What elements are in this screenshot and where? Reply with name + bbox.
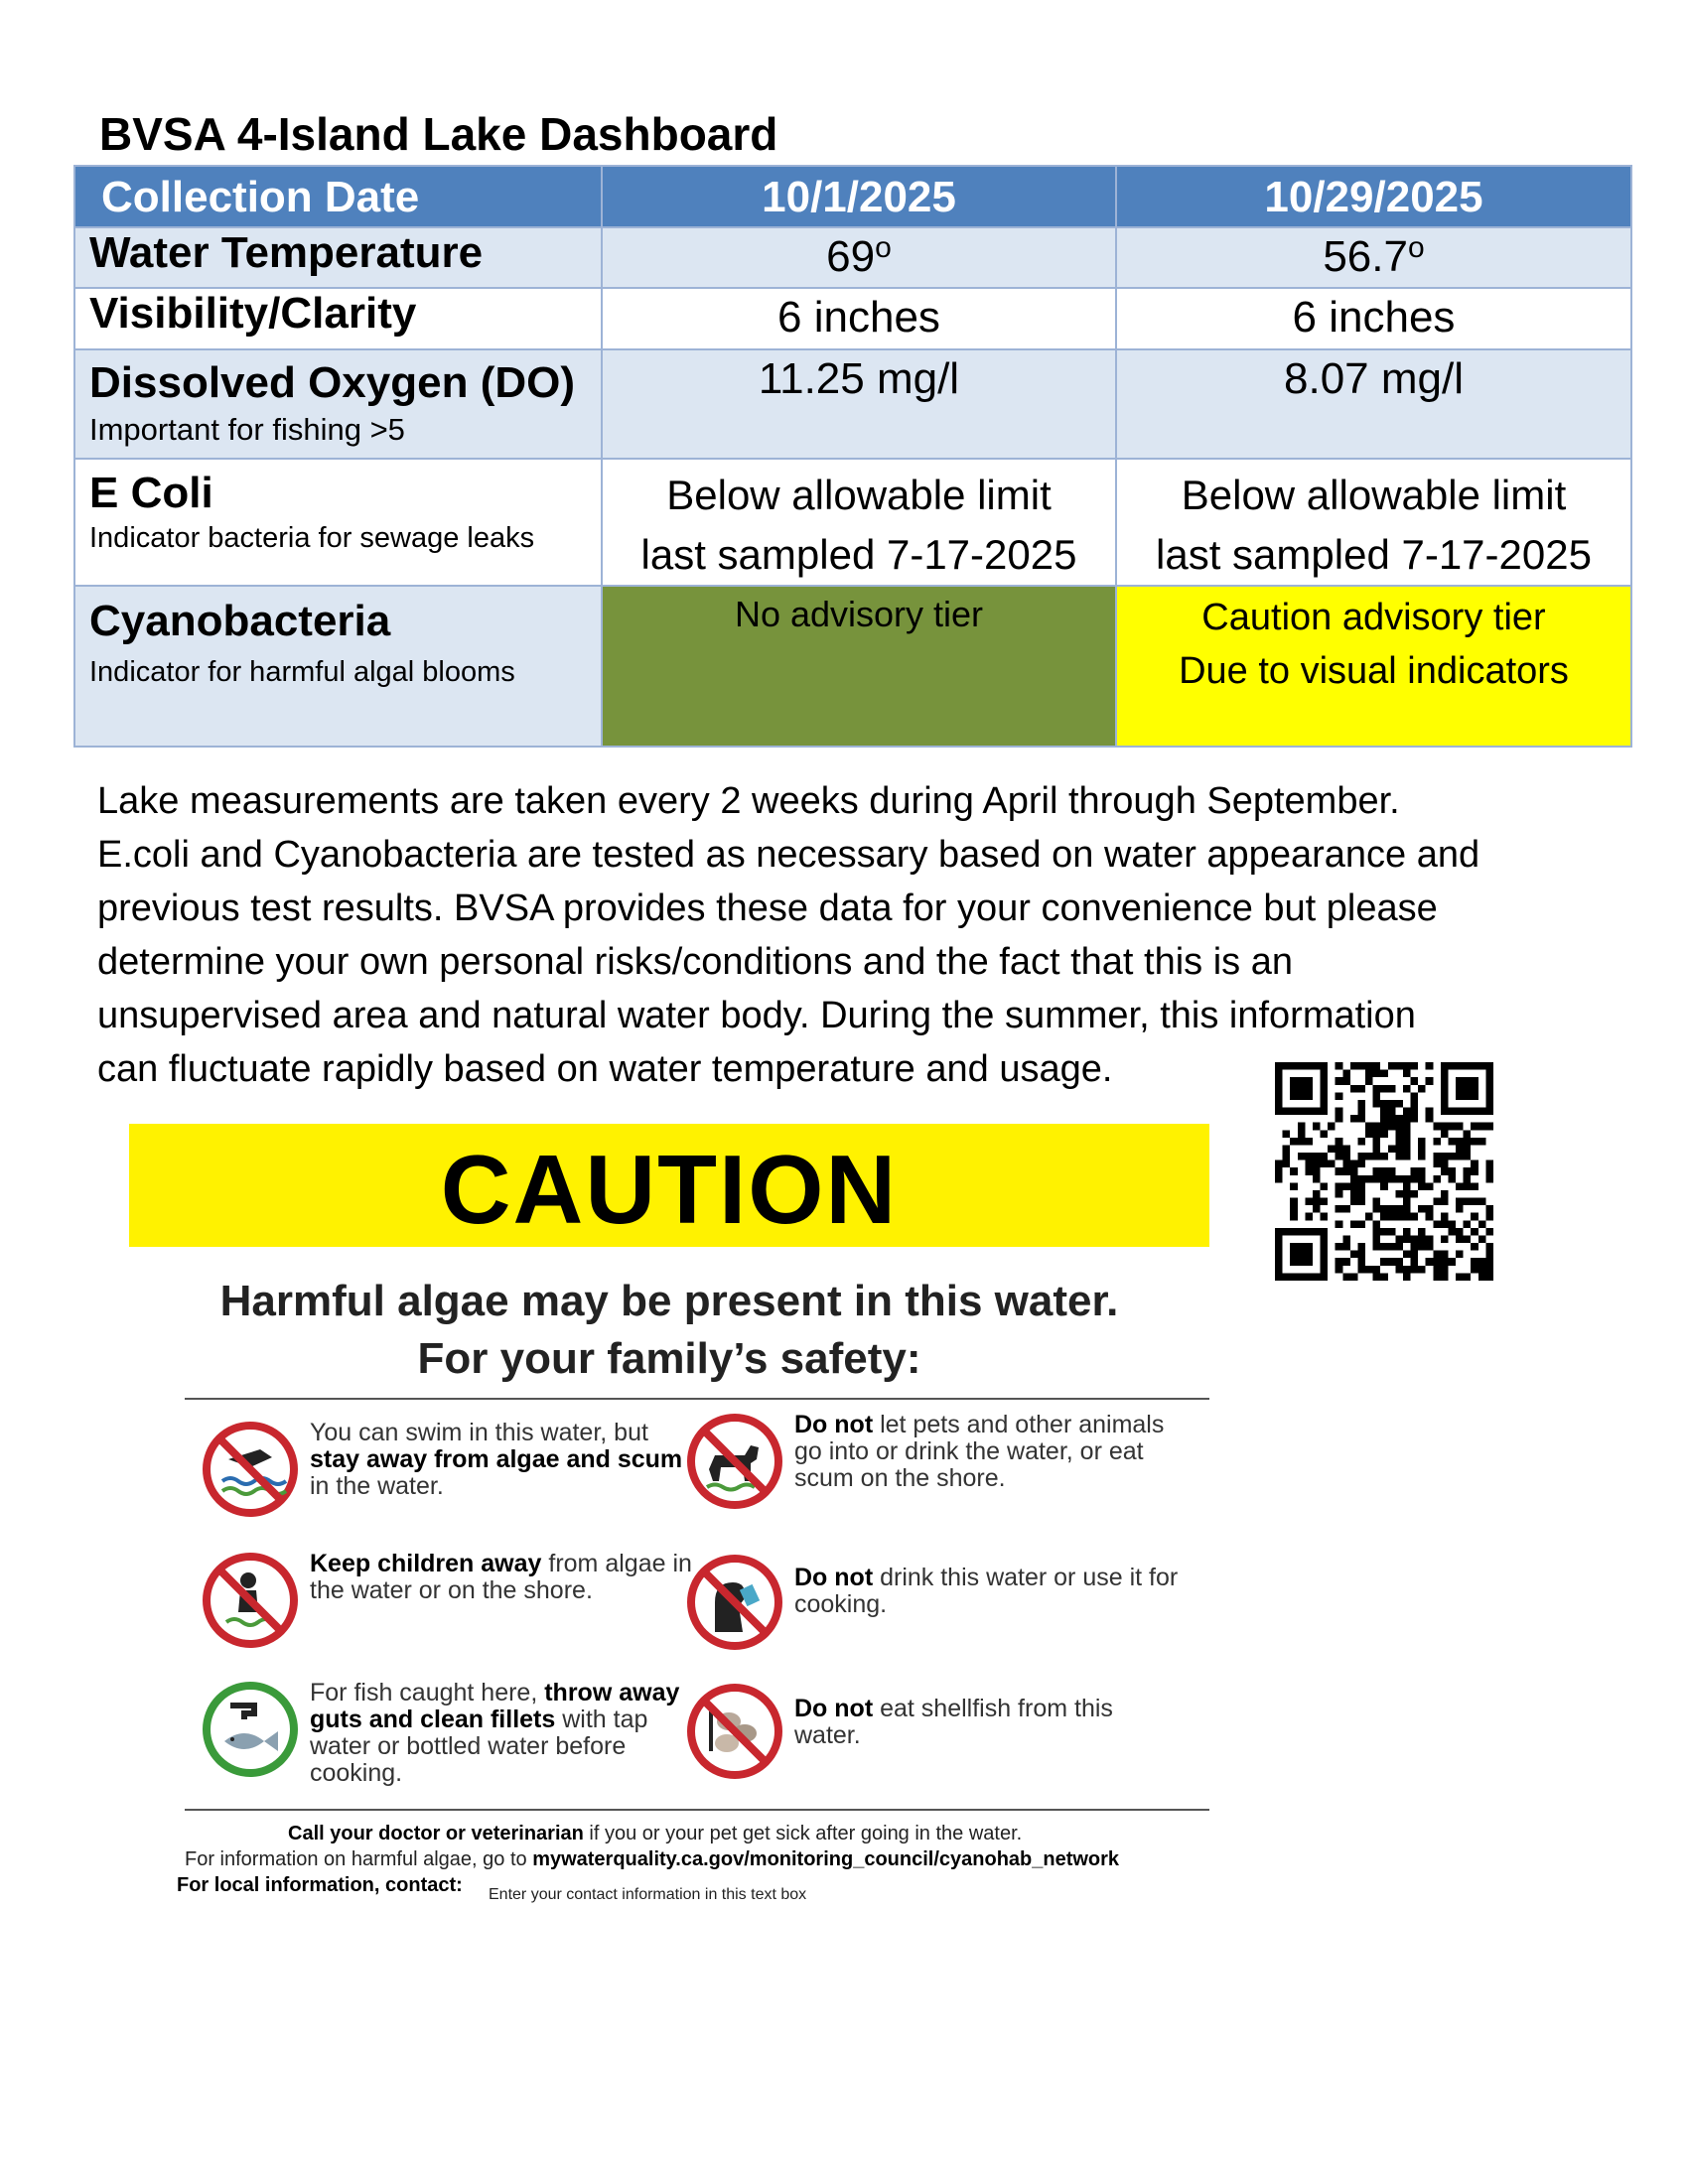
caution-sign (129, 1124, 1217, 1918)
footer-local-contact: For local information, contact: (177, 1874, 463, 1896)
dissolved-oxygen-note: Important for fishing >5 (89, 412, 405, 447)
water-temperature-value-1: 69$^o$ (602, 227, 1116, 288)
divider (185, 1398, 1209, 1400)
caution-banner-text: CAUTION (440, 1135, 899, 1244)
cyanobacteria-note: Indicator for harmful algal blooms (89, 656, 515, 688)
header-collection-date: Collection Date (74, 166, 602, 227)
table-row (74, 288, 1631, 349)
dissolved-oxygen-label: Dissolved Oxygen (DO) Important for fishing >5 (74, 349, 602, 459)
clean-fish-icon (201, 1680, 300, 1779)
table-header-row (74, 166, 1631, 227)
no-touch-algae-icon (201, 1420, 300, 1519)
pets-warning-text: Do not let pets and other animals go into or drink the water, or eat scum on the shore. (794, 1411, 1165, 1492)
ecoli-note: Indicator bacteria for sewage leaks (89, 522, 535, 554)
table-row (74, 586, 1631, 747)
footer-info-link[interactable]: For information on harmful algae, go to mywaterquality.ca.gov/monitoring_council/cyanohab_network (185, 1848, 1120, 1870)
visibility-value-2: 6 inches (1116, 288, 1631, 349)
visibility-value-1: 6 inches (602, 288, 1116, 349)
dissolved-oxygen-value-2: 8.07 mg/l (1116, 349, 1631, 459)
fish-warning-text: For fish caught here, throw away guts and clean fillets with tap water or bottled water before cooking. (310, 1679, 680, 1787)
children-warning-text: Keep children away from algae in the water or on the shore. (310, 1550, 692, 1604)
list-item (201, 1420, 717, 1529)
caution-heading: Harmful algae may be present in this water. For your family’s safety: (219, 1277, 1119, 1383)
no-shellfish-icon (685, 1682, 784, 1781)
ecoli-label: E Coli Indicator bacteria for sewage leaks (74, 459, 602, 586)
shellfish-warning-text: Do not eat shellfish from this water. (794, 1695, 1113, 1749)
water-temperature-value-2: 56.7$^o$ (1116, 227, 1631, 288)
lake-dashboard-table (73, 165, 1632, 748)
visibility-label: Visibility/Clarity (74, 288, 602, 349)
list-item (685, 1682, 1201, 1791)
dissolved-oxygen-value-1: 11.25 mg/l (602, 349, 1116, 459)
qr-code-icon[interactable] (1275, 1062, 1493, 1281)
cyanobacteria-advisory-2: Caution advisory tier Due to visual indicators (1116, 586, 1631, 747)
cyanobacteria-label: Cyanobacteria Indicator for harmful algal blooms (74, 586, 602, 747)
table-row (74, 349, 1631, 459)
drink-warning-text: Do not drink this water or use it for cooking. (794, 1564, 1179, 1618)
list-item (685, 1412, 1201, 1521)
cyanobacteria-advisory-1: No advisory tier (602, 586, 1116, 747)
footer-contact-textbox[interactable]: Enter your contact information in this text box (489, 1886, 807, 1903)
no-children-icon (201, 1551, 300, 1650)
header-date-2: 10/29/2025 (1116, 166, 1631, 227)
table-row (74, 227, 1631, 288)
footer-doctor-note: Call your doctor or veterinarian if you or your pet get sick after going in the water. (288, 1823, 1023, 1844)
list-item (201, 1680, 717, 1789)
swim-warning-text: You can swim in this water, but stay away from algae and scum in the water. (310, 1419, 683, 1500)
list-item (685, 1553, 1201, 1662)
info-paragraph: Lake measurements are taken every 2 weeks during April through September. E.coli and Cyanobacteria are tested as necessary based on water appearance and previous test results. BVSA provides these data for your convenience but please determine your own personal risks/conditions and the fact that this is an unsupervised area and natural water body. During the summer, this information can fluctuate rapidly based on water temperature and usage. (97, 780, 1480, 1090)
list-item (201, 1551, 717, 1660)
no-drinking-icon (685, 1553, 784, 1652)
page-title: BVSA 4-Island Lake Dashboard (99, 108, 778, 160)
no-pets-icon (685, 1412, 784, 1511)
ecoli-value-1: Below allowable limit last sampled 7-17-2025 (602, 459, 1116, 586)
table-row (74, 459, 1631, 586)
header-date-1: 10/1/2025 (602, 166, 1116, 227)
ecoli-value-2: Below allowable limit last sampled 7-17-2025 (1116, 459, 1631, 586)
divider (185, 1809, 1209, 1811)
water-temperature-label: Water Temperature (74, 227, 602, 288)
